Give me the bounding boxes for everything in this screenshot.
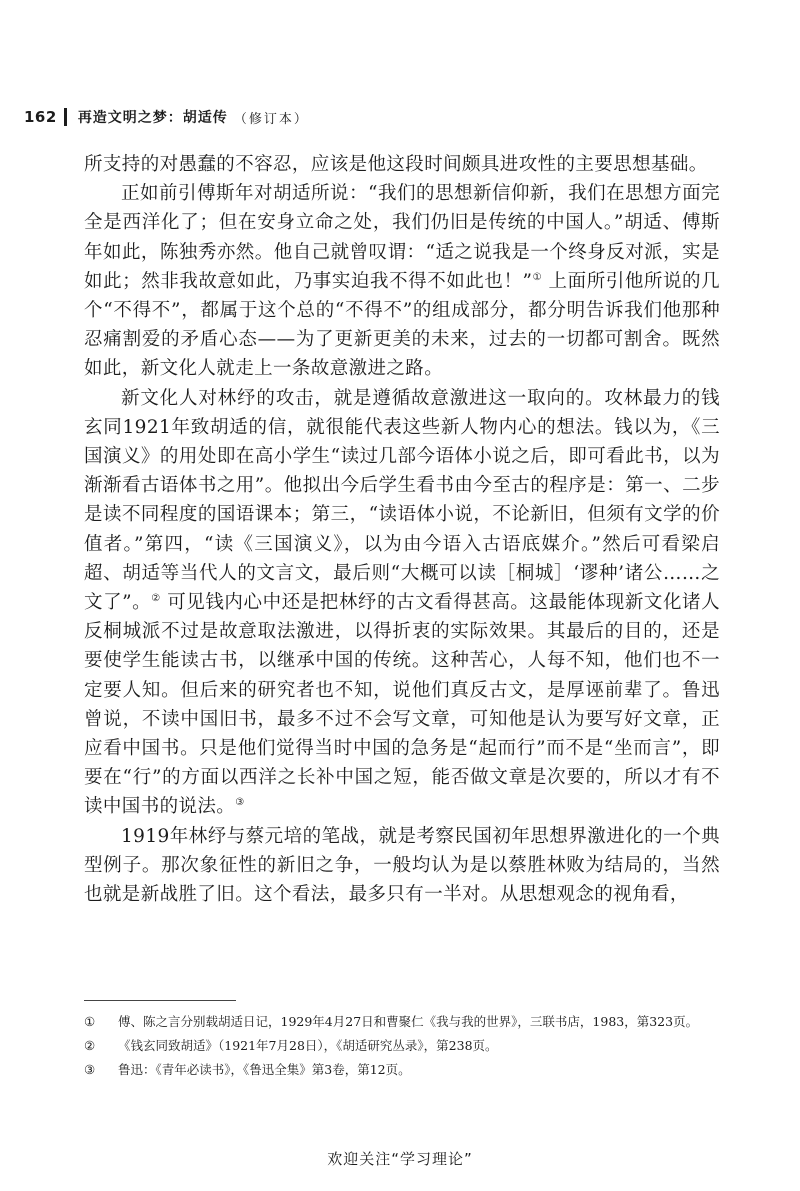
- book-title: 再造文明之梦：胡适传: [77, 110, 228, 126]
- paragraph-3-text: 新文化人对林纾的攻击，就是遵循故意激进这一取向的。攻林最力的钱玄同1921年致胡适的信，就很能代表这些新人物内心的想法。钱以为，《三国演义》的用处即在高小学生“读过几部今语体小说之后，即可看此书，以为渐渐看古语体书之用”。他拟出今后学生看书由今至古的程序是：第一、二步是读不同程度的国语课本；第三，“读语体小说，不论新旧，但须有文学的价值者。”第四，“读《三国演义》，以为由今语入古语底媒介。”然后可看梁启超、胡适等当代人的文言文，最后则“大概可以读［桐城］‘谬种’诸公……之文了”。: [84, 387, 720, 614]
- footnote-3: [84, 1059, 720, 1080]
- footnote-ref-3[interactable]: ③: [235, 797, 245, 809]
- footnote-2: [84, 1035, 720, 1056]
- paragraph-3: [84, 384, 720, 822]
- footnote-marker: ①: [84, 1014, 96, 1029]
- header-divider: [64, 108, 67, 126]
- paragraph-2-text: 正如前引傅斯年对胡适所说：“我们的思想新信仰新，我们在思想方面完全是西洋化了；但在安身立命之处，我们仍旧是传统的中国人。”胡适、傅斯年如此，陈独秀亦然。他自己就曾叹谓：“适之说我是一个终身反对派，实是如此；然非我故意如此，乃事实迫我不得不如此也！”: [84, 183, 720, 292]
- running-header: [24, 105, 309, 129]
- footnote-text: 鲁迅：《青年必读书》，《鲁迅全集》第3卷，第12页。: [118, 1062, 411, 1077]
- footnote-marker: ②: [84, 1038, 96, 1053]
- footnote-marker: ③: [84, 1062, 96, 1077]
- footnote-text: 傅、陈之言分别载胡适日记，1929年4月27日和曹聚仁《我与我的世界》，三联书店，1983，第323页。: [118, 1014, 699, 1029]
- paragraph-4: 1919年林纾与蔡元培的笔战，就是考察民国初年思想界激进化的一个典型例子。那次象征性的新旧之争，一般均认为是以蔡胜林败为结局的，当然也就是新战胜了旧。这个看法，最多只有一半对。从思想观念的视角看，: [84, 825, 720, 906]
- paragraph-3-mid: 可见钱内心中还是把林纾的古文看得甚高。这最能体现新文化诸人反桐城派不过是故意取法激进，以得折衷的实际效果。其最后的目的，还是要使学生能读古书，以继承中国的传统。这种苦心，人每不知，他们也不一定要人知。但后来的研究者也不知，说他们真反古文，是厚诬前辈了。鲁迅曾说，不读中国旧书，最多不过不会写文章，可知他是认为要写好文章，正应看中国书。只是他们觉得当时中国的急务是“起而行”而不是“坐而言”，即要在“行”的方面以西洋之长补中国之短，能否做文章是次要的，所以才有不读中国书的说法。: [84, 592, 721, 818]
- paragraph-1: 所支持的对愚蠢的不容忍，应该是他这段时间颇具进攻性的主要思想基础。: [84, 154, 708, 175]
- footnotes: [84, 1011, 720, 1083]
- footnote-ref-2[interactable]: ②: [151, 592, 161, 604]
- footnote-text: 《钱玄同致胡适》（1921年7月28日），《胡适研究丛录》，第238页。: [118, 1038, 498, 1053]
- watermark-text: 欢迎关注“学习理论”: [327, 1150, 473, 1168]
- book-edition: （修订本）: [233, 111, 309, 127]
- footnote-ref-1[interactable]: ①: [532, 271, 543, 283]
- body-text: [84, 150, 720, 909]
- footnote-1: [84, 1011, 720, 1032]
- footnote-divider: [84, 1000, 236, 1001]
- paragraph-2: [84, 179, 720, 383]
- page-number: 162: [24, 108, 57, 126]
- paragraph-2-tail: 上面所引他所说的几个“不得不”，都属于这个总的“不得不”的组成部分，都分明告诉我们他那种忍痛割爱的矛盾心态——为了更新更美的未来，过去的一切都可割舍。既然如此，新文化人就走上一条故意激进之路。: [84, 270, 720, 380]
